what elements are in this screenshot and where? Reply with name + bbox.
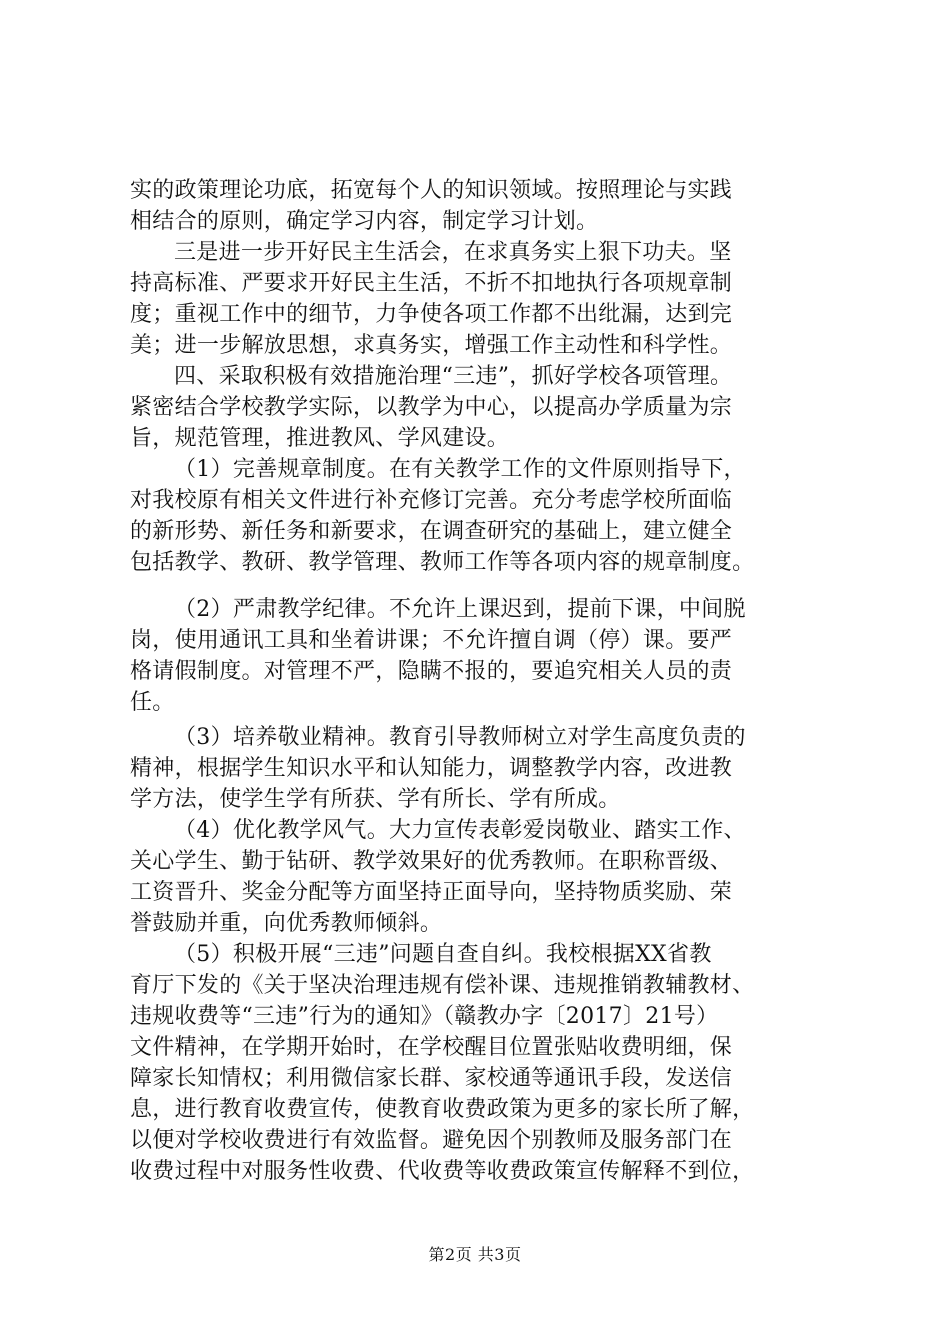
text-line: 障家长知情权；利用微信家长群、家校通等通讯手段，发送信 bbox=[130, 1066, 733, 1091]
text-line: 的新形势、新任务和新要求，在调查研究的基础上，建立健全 bbox=[130, 519, 733, 544]
text-line: 精神，根据学生知识水平和认知能力，调整教学内容，改进教 bbox=[130, 756, 733, 781]
text-line: 美；进一步解放思想，求真务实，增强工作主动性和科学性。 bbox=[130, 333, 733, 358]
text-line: 旨，规范管理，推进教风、学风建设。 bbox=[130, 426, 510, 451]
text-line: 收费过程中对服务性收费、代收费等收费政策宣传解释不到位， bbox=[130, 1159, 755, 1184]
text-line: （4）优化教学风气。大力宣传表彰爱岗敬业、踏实工作、 bbox=[174, 818, 746, 843]
text-line: 度；重视工作中的细节，力争使各项工作都不出纰漏，达到完 bbox=[130, 302, 733, 327]
text-line: 包括教学、教研、教学管理、教师工作等各项内容的规章制度。 bbox=[130, 550, 755, 575]
text-line: 违规收费等“三违”行为的通知》（赣教办字〔2017〕21号） bbox=[130, 1004, 719, 1029]
paragraph-gap bbox=[130, 578, 830, 594]
text-line: 誉鼓励并重，向优秀教师倾斜。 bbox=[130, 911, 443, 936]
text-line: 实的政策理论功底，拓宽每个人的知识领域。按照理论与实践 bbox=[130, 178, 733, 203]
text-line: 持高标准、严要求开好民主生活，不折不扣地执行各项规章制 bbox=[130, 271, 733, 296]
text-line: 紧密结合学校教学实际，以教学为中心，以提高办学质量为宗 bbox=[130, 395, 733, 420]
text-line: 相结合的原则，确定学习内容，制定学习计划。 bbox=[130, 209, 599, 234]
text-line: （5）积极开展“三违”问题自查自纠。我校根据XX省教 bbox=[174, 942, 712, 967]
text-line: 四、采取积极有效措施治理“三违”，抓好学校各项管理。 bbox=[174, 364, 733, 389]
text-line: 育厅下发的《关于坚决治理违规有偿补课、违规推销教辅教材、 bbox=[130, 973, 755, 998]
text-line: 岗，使用通讯工具和坐着讲课；不允许擅自调（停）课。要严 bbox=[130, 628, 733, 653]
text-line: 任。 bbox=[130, 690, 175, 715]
text-line: 息，进行教育收费宣传，使教育收费政策为更多的家长所了解， bbox=[130, 1097, 755, 1122]
text-line: 文件精神，在学期开始时，在学校醒目位置张贴收费明细，保 bbox=[130, 1035, 733, 1060]
document-body bbox=[130, 175, 830, 1187]
text-line: （3）培养敬业精神。教育引导教师树立对学生高度负责的 bbox=[174, 725, 746, 750]
text-line: 学方法，使学生学有所获、学有所长、学有所成。 bbox=[130, 787, 621, 812]
text-line: （2）严肃教学纪律。不允许上课迟到，提前下课，中间脱 bbox=[174, 597, 746, 622]
text-line: 对我校原有相关文件进行补充修订完善。充分考虑学校所面临 bbox=[130, 488, 733, 513]
text-line: （1）完善规章制度。在有关教学工作的文件原则指导下， bbox=[174, 457, 746, 482]
text-line: 三是进一步开好民主生活会，在求真务实上狠下功夫。坚 bbox=[174, 240, 732, 265]
text-line: 关心学生、勤于钻研、教学效果好的优秀教师。在职称晋级、 bbox=[130, 849, 733, 874]
text-line: 工资晋升、奖金分配等方面坚持正面导向，坚持物质奖励、荣 bbox=[130, 880, 733, 905]
text-line: 以便对学校收费进行有效监督。避免因个别教师及服务部门在 bbox=[130, 1128, 733, 1153]
text-line: 格请假制度。对管理不严，隐瞒不报的，要追究相关人员的责 bbox=[130, 659, 733, 684]
page-number-footer: 第2页 共3页 bbox=[428, 1245, 522, 1264]
